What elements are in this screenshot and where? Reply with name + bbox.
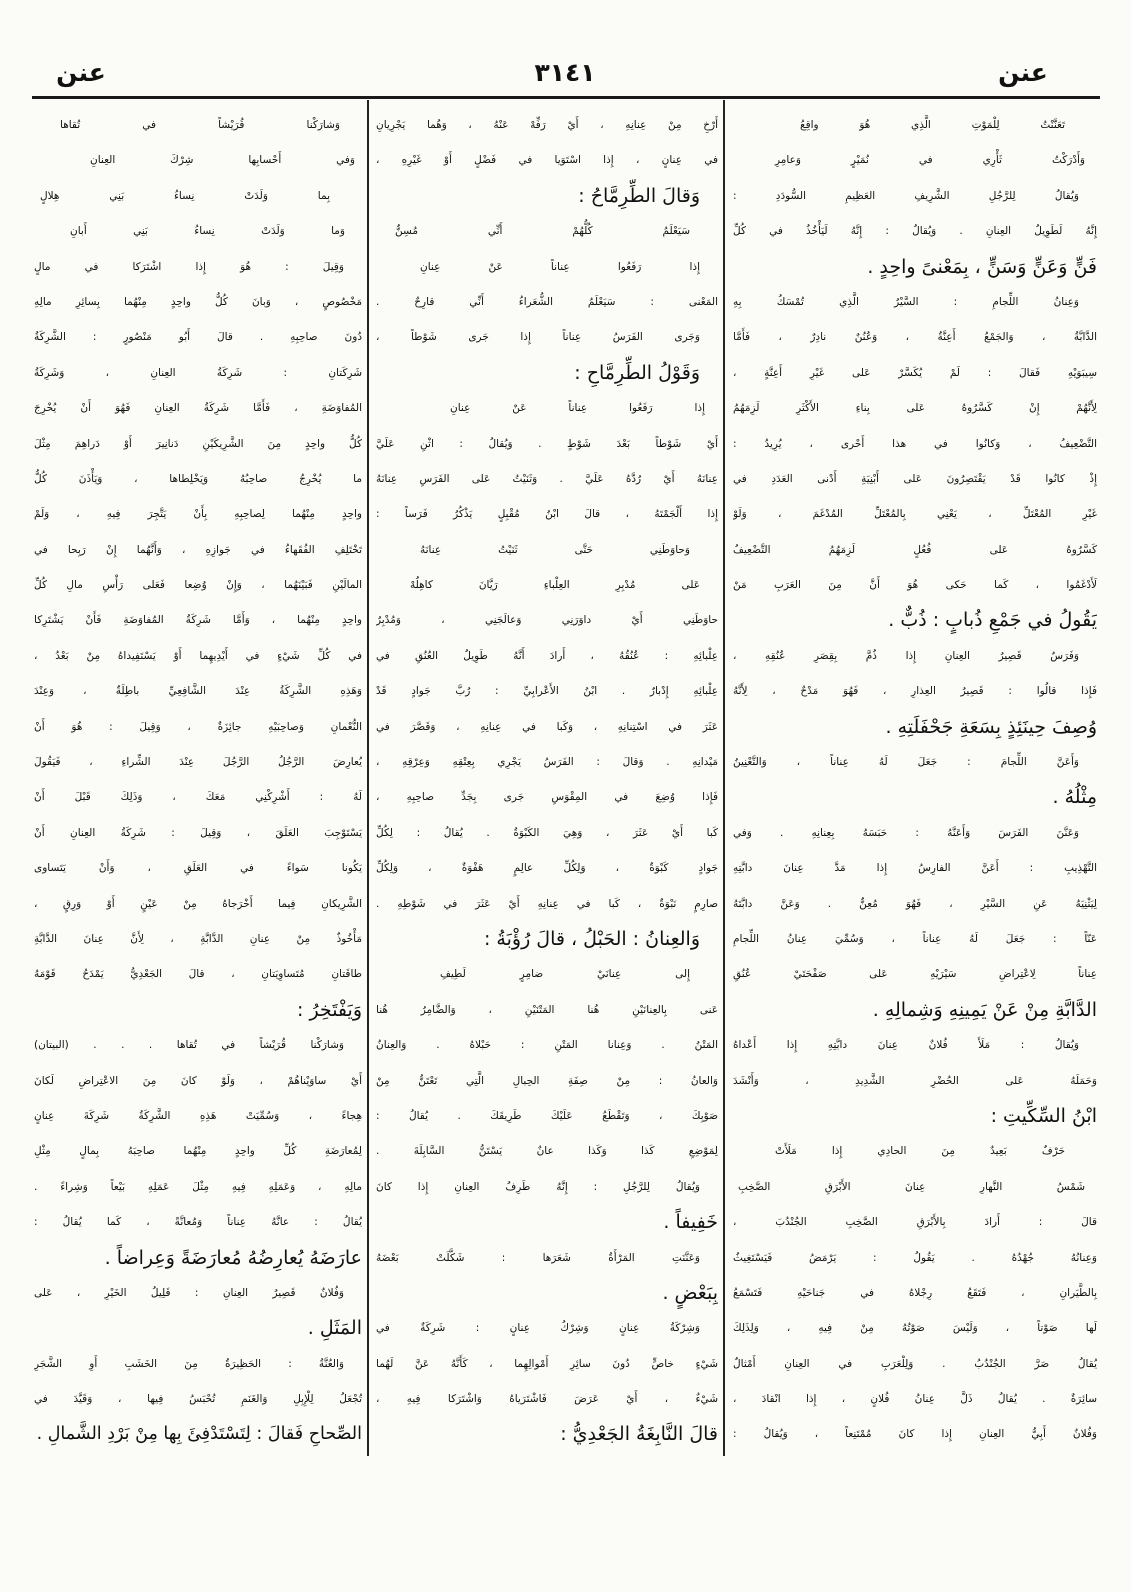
text-line: مَأْخُوذٌ مِنْ عِنانِ الدَّابَّةِ ، لِأَنَّ عِنانَ الدَّابَّةِ — [34, 932, 362, 945]
text-line: كَبا أَيْ عَثَرَ ، وَهِيَ الكَبْوَةُ . يُقالُ : لِكُلِّ — [376, 826, 718, 839]
text-line: وَشِرْكَةُ عِنانٍ وَشِرْكُ عِنانٍ : شَرِكَةٌ في — [376, 1322, 700, 1335]
text-line: وَعِنانُهُ جُهْدُهُ . يَقُولُ : يَرْمَضُ فَيَسْتَغِيثُ — [733, 1251, 1097, 1264]
text-line: وَفُلانٌ قَصِيرُ العِنانِ : قَلِيلُ الخَيْرِ ، عَلى — [34, 1286, 344, 1299]
verse-line: إِذا رَفَعُوا عِناناً عَنْ عِنانِ — [450, 402, 705, 415]
text-line: وَأَعَنَّ اللِّجامَ : جَعَلَ لَهُ عِناناً ، وَالتَّعْنِينُ — [733, 756, 1079, 769]
text-line: وَفَرَسٌ قَصِيرُ العِنانِ إِذا ذُمَّ بِقِصَرِ عُنُقِهِ ، — [733, 649, 1079, 662]
text-line: جَوادٍ كَبْوَةٌ ، وَلِكُلِّ عالِمٍ هَفْوَةٌ ، وَلِكُلِّ — [376, 862, 718, 875]
text-line: صَوْبِكَ ، وَتَقْطَعُ عَلَيْكَ طَرِيقَكَ . يُقالُ : — [376, 1109, 718, 1122]
text-line: حاوَطَنِي أَيْ داوَرَنِي وَعالَجَنِي ، وَمُدْبِرُ — [376, 614, 718, 627]
text-line: تُجْعَلُ لِلْإِبِلِ وَالغَنَمِ تُحْبَسُ فِيها ، وَقَيَّدَ في — [34, 1393, 362, 1406]
text-line: يُقالُ : عانَّهُ عِناناً وَمُعانَّةً ، كَما يُقالُ : — [34, 1216, 362, 1229]
verse-line: بِما وَلَدَتْ نِساءُ بَنِي هِلالٍ — [40, 189, 330, 202]
verse-line: وَحاوَطَنِي حَتَّى ثَنَيْتُ عِنانَهُ — [420, 543, 690, 556]
text-line: لِمَوْضِعِ كَذا وَكَذا عانٌ يَسْتَنُّ السَّابِلَةَ . — [376, 1145, 718, 1158]
text-line: يَسْتَوْجِبَ العَلَقَ ، وَقِيلَ : شَرِكَةُ العِنانِ أَنْ — [34, 826, 362, 839]
text-line: سائِرَةٌ . يُقالُ ذَلَّ عِنانُ فُلانٍ ، إِذا انْقادَ ، — [733, 1393, 1097, 1406]
text-line: وَيَفْتَخِرُ : — [297, 998, 362, 1021]
text-line: واحِدٍ مِنْهُما ، وَأَمَّا شَرِكَةُ المُفاوَضَةِ فَأَنْ يَشْتَرِكا — [34, 614, 362, 627]
text-line: إِذا أَلْجَمْتَهُ ، قالَ ابْنُ مُقْبِلٍ يَذْكُرُ فَرَساً : — [376, 508, 718, 521]
text-line: عارَضَهُ يُعارِضُهُ مُعارَضَةً وَعِراضاً . — [104, 1246, 362, 1269]
verse-line: تَعَنَّنْتُ لِلْمَوْتِ الَّذِي هُوَ واقِعُ — [800, 119, 1065, 131]
text-line: دُونَ صاحِبِهِ . قالَ أَبُو مَنْصُورٍ : الشَّرِكَةُ — [34, 331, 362, 344]
text-line: في عِنانٍ ، إِذا اسْتَوَيا في فَضْلٍ أَوْ غَيْرِهِ ، — [376, 154, 718, 167]
text-line: المالَيْنِ فَبَيْنَهُما ، وَإِنْ وُضِعا فَعَلى رَأْسِ مالِ كُلِّ — [34, 579, 362, 592]
text-line: المُفاوَضَةِ ، فَأَمَّا شَرِكَةُ العِنانِ فَهُوَ أَنْ يُخْرِجَ — [34, 402, 362, 415]
text-line: وَالعِنانُ : الحَبْلُ ، قالَ رُؤْبَةُ : — [483, 927, 700, 950]
text-line: وَيُقالُ لِلرَّجُلِ الشَّرِيفِ العَظِيمِ السُّودَدِ : — [733, 189, 1079, 202]
header-entry-word-left: عنن — [56, 58, 106, 87]
text-line: لِأَنَّهُمْ إِنْ كَسَّرُوهُ عَلى بِناءِ الأَكْثَرِ لَزِمَهُمُ — [733, 402, 1097, 415]
verse-line: إِذا رَفَعُوا عِناناً عَنْ عِنانِ — [420, 260, 700, 273]
text-line: مَخْصُوصٍ ، وَبانَ كُلُّ واحِدٍ مِنْهُما بِسائِرِ مالِهِ — [34, 295, 362, 308]
text-line: شَيْءٌ ، أَيْ عَرَضَ فَاشْتَرَياهُ وَاشْتَرَكا فِيهِ ، — [376, 1393, 718, 1406]
text-line: الدَّابَّةِ مِنْ عَنْ يَمِينِهِ وَشِمالِهِ . — [872, 998, 1097, 1021]
text-line: هِجاءً ، وَسُمِّيَتْ هَذِهِ الشَّرِكَةُ شَرِكَةَ عِنانٍ — [34, 1109, 362, 1122]
text-line: أَيْ شَوْطاً بَعْدَ شَوْطٍ . وَيُقالُ : اثْنِ عَلَيَّ — [376, 437, 718, 450]
text-line: عِناناً لِاعْتِراضِ سَيْرَيْهِ عَلى صَفْحَتَيْ عُنُقِ — [733, 968, 1097, 981]
text-line: عَثَرَ في اسْتِنانِهِ ، وَكَبا في عِنانِهِ ، وَقَصَّرَ في — [376, 720, 718, 733]
text-line: وَهَذِهِ الشَّرِكَةُ عِنْدَ الشَّافِعِيِّ باطِلَةٌ ، وَعِنْدَ — [34, 685, 362, 698]
text-line: لِمُعارَضَةِ كُلِّ واحِدٍ مِنْهُما صاحِبَهُ بِمالٍ مِثْلِ — [34, 1145, 362, 1158]
text-line: مِثْلُهُ . — [1052, 786, 1097, 809]
verse-line: سَيَعْلَمُ كُلُّهُمْ أَنِّي مُسِنٌّ — [395, 225, 690, 238]
text-line: أَرْخِ مِنْ عِنانِهِ ، أَيْ رَفِّهْ عَنْهُ ، وَهُما يَجْرِيانِ — [376, 119, 718, 131]
verse-line: إِلى عِنانَيْ ضامِرٍ لَطِيفِ — [440, 968, 690, 981]
text-line: وَقَوْلُ الطِّرِمَّاحِ : — [574, 361, 700, 384]
page-number: ٣١٤١ — [534, 58, 596, 87]
text-line: التَّضْعِيفُ ، وَكانُوا في هذا أَحْرى ، يُرِيدُ : — [733, 437, 1097, 450]
text-line: يُعارِضَ الرَّجُلُ الرَّجُلَ عِنْدَ الشِّراءِ ، فَيَقُولَ — [34, 756, 362, 769]
text-line: المَتْنُ . وَعِنانا المَتْنِ : حَبْلاهُ . وَالعِنانُ — [376, 1039, 718, 1052]
text-line: كَسَّرُوهُ عَلى فُعُلٍ لَزِمَهُمُ التَّضْعِيفُ — [733, 543, 1097, 556]
text-line: طاقَتانِ مُتَساوِيَتانِ ، قالَ الجَعْدِيُّ يَمْدَحُ قَوْمَهُ — [34, 968, 362, 981]
text-line: بِالطَّيَرانِ ، فَتَقَعُ رِجْلاهُ في جَناحَيْهِ فَتَسْمَعُ — [733, 1286, 1097, 1299]
text-line: الصِّحاحِ فَقالَ : لِتَسْتَدْفِئَ بِها مِنْ بَرْدِ الشَّمالِ . — [36, 1424, 362, 1445]
text-line: خَفِيفاً . — [663, 1211, 718, 1234]
header-entry-word-right: عنن — [998, 58, 1048, 87]
text-line: وَشارَكْنا قُرَيْشاً في تُقاها . . . (البيتان) — [34, 1039, 344, 1052]
text-line: المَثَلِ . — [307, 1317, 362, 1340]
text-line: في كُلِّ شَيْءٍ في أَيْدِيهِما أَوْ يَسْتَفِيداهُ مِنْ بَعْدُ ، — [34, 649, 362, 662]
text-line: يَقُولُ في جَمْعِ ذُبابٍ : ذُبٌّ . — [888, 609, 1097, 632]
text-line: يَكُونا سَواءً في العَلَقِ ، وَأَنْ يَتَساوى — [34, 862, 362, 875]
header-rule — [32, 96, 1100, 99]
text-line: شَيْءٍ خاصٍّ دُونَ سائِرِ أَمْوالِهِما ، كَأَنَّهُ عَنَّ لَهُما — [376, 1357, 718, 1370]
verse-line: وَما وَلَدَتْ نِساءُ بَنِي أَبانِ — [70, 225, 345, 238]
verse-line: وَشارَكْنا قُرَيْشاً في تُقاها — [60, 119, 340, 131]
text-line: واحِدٍ مِنْهُما لِصاحِبِهِ بِأَنْ يَتَّجِرَ فِيهِ ، وَلَمْ — [34, 508, 362, 521]
text-line: التَّهْذِيبِ : أَعَنَّ الفارِسُ إِذا مَدَّ عِنانَ دابَّتِهِ — [733, 862, 1097, 875]
text-line: ابْنُ السِّكِّيتِ : — [990, 1104, 1097, 1127]
column-right — [733, 108, 1097, 1453]
text-line: وَعَنَّنَتِ المَرْأَةُ شَعَرَها : شَكَّلَتْ بَعْضَهُ — [376, 1251, 700, 1264]
text-line: فَنٍّ وَعَنٍّ وَسَنٍّ ، بِمَعْنىً واحِدٍ . — [867, 255, 1097, 278]
text-line: عَنى بِالعِنانَيْنِ هُنا المَتْنَيْنِ ، وَالضَّامِرُ هُنا — [376, 1003, 718, 1016]
verse-line: حَرْفٌ بَعِيدٌ مِنَ الحادِي إِذا مَلَأَتْ — [775, 1145, 1065, 1158]
text-line: شَرِكَتانِ : شَرِكَةُ العِنانِ ، وَشَرِكَةُ — [34, 366, 362, 379]
text-line: فَإِذا قالُوا : قَصِيرُ العِذارِ ، فَهُوَ مَدْحٌ ، لِأَنَّهُ — [733, 685, 1097, 698]
verse-line: شَمْسُ النَّهارِ عِنانَ الأَبْرَقِ الصَّخِبِ — [738, 1180, 1085, 1193]
text-line: وَفُلانٌ أَبِيُّ العِنانِ إِذا كانَ مُمْتَنِعاً ، وَيُقالُ : — [733, 1428, 1097, 1441]
text-line: وَحَمَلَهُ عَلى الحُضْرِ الشَّدِيدِ ، وَأَنْشَدَ — [733, 1074, 1097, 1087]
verse-line: وَفي أَحْسابِها شِرْكَ العِنانِ — [90, 154, 355, 167]
text-line: وَيُقالُ لِلرَّجُلِ : إِنَّهُ طَرِفُ العِنانِ إِذا كانَ — [376, 1180, 700, 1193]
text-line: مالِهِ ، وَعَمَلِهِ فِيهِ مِثْلَ عَمَلِهِ بَيْعاً وَشِراءً . — [34, 1180, 362, 1193]
text-line: عَنّاً : جَعَلَ لَهُ عِناناً ، وَسُمِّيَ عِنانُ اللِّجامِ — [733, 932, 1097, 945]
text-line: إِنَّهُ لَطَوِيلُ العِنانِ . وَيُقالُ : إِنَّهُ لَيَأْخُذُ في كُلِّ — [733, 225, 1097, 238]
text-line: وَعِنانُ اللِّجامِ : السَّيْرُ الَّذِي تُمْسَكُ بِهِ — [733, 295, 1079, 308]
verse-line: وَأَدْرَكْتُ ثَأْرِي في نُمَيْرٍ وَعامِرِ — [775, 154, 1085, 167]
text-line: لِيَثْنِيَهُ عَنِ السَّيْرِ ، فَهُوَ مُعِنٌّ . وَعَنَّ دابَّتَهُ — [733, 897, 1097, 910]
column-middle — [376, 108, 718, 1453]
column-divider-left — [367, 100, 369, 1456]
text-line: قالَ : أَرادَ بِالأَبْرَقِ الصَّخِبِ الجُنْدُبَ ، — [733, 1216, 1097, 1229]
column-divider-right — [723, 100, 725, 1456]
text-line: وَالعُنَّةُ : الحَظِيرَةُ مِنَ الخَشَبِ أَوِ الشَّجَرِ — [34, 1357, 344, 1370]
text-line: النُّعْمانِ وَصاحِبَيْهِ جائِزَةٌ ، وَقِيلَ : هُوَ أَنْ — [34, 720, 362, 733]
text-line: قالَ النَّابِغَةُ الجَعْدِيُّ : — [560, 1423, 718, 1446]
text-line: أَيْ ساوَيْناهُمْ ، وَلَوْ كانَ مِنَ الاعْتِراضِ لَكانَ — [34, 1074, 362, 1087]
text-line: صارِمٍ نَبْوَةٌ ، كَبا في عِنانِهِ أَيْ عَثَرَ في شَوْطِهِ . — [376, 897, 718, 910]
text-line: يُقالُ صَرَّ الجُنْدُبُ . وَلِلْعَرَبِ في العِنانِ أَمْثالٌ — [733, 1357, 1097, 1370]
text-line: وَعَنَّنَ الفَرَسَ وَأَعَنَّهُ : حَبَسَهُ بِعِنانِهِ . وَفي — [733, 826, 1079, 839]
text-line: المَعْنى : سَيَعْلَمُ الشُّعَراءُ أَنِّي قارِحٌ . — [376, 295, 718, 308]
text-line: لَأَدْغَمُوا ، كَما حَكى هُوَ أَنَّ مِنَ العَرَبِ مَنْ — [733, 579, 1097, 592]
text-line: مَيْدانِهِ . وَقالَ : الفَرَسُ يَجْرِي بِعِتْقِهِ وَعِرْقِهِ ، — [376, 756, 718, 769]
text-line: لَها صَوْتاً ، وَلَيْسَ صَوْتُهُ مِنْ فِيهِ ، وَلِذَلِكَ — [733, 1322, 1097, 1335]
text-line: الشَّرِيكانِ فِيما أَخْرَجاهُ مِنْ عَيْنٍ أَوْ وَرِقٍ ، — [34, 897, 362, 910]
text-line: ما يُخْرِجُ صاحِبُهُ وَيَخْلِطاها ، وَيَأْذَنَ كُلُّ — [34, 472, 362, 485]
text-line: الدَّابَّةُ ، وَالجَمْعُ أَعِنَّةٌ ، وَعُنُنٌ نادِرٌ ، فَأَمَّا — [733, 331, 1097, 344]
text-line: وَيُقالُ : مَلَأَ فُلانٌ عِنانَ دابَّتِهِ إِذا أَعْداهُ — [733, 1039, 1079, 1052]
text-line: لَهُ : أَشْرِكْنِي مَعَكَ ، وَذَلِكَ قَبْلَ أَنْ — [34, 791, 362, 804]
text-line: تَخْتَلِفِ الفُقَهاءُ في جَوازِهِ ، وَأَنَّهُما إِنْ رَبِحا في — [34, 543, 362, 556]
text-line: وَالعانُ : مِنْ صِفَةِ الحِبالِ الَّتِي تَعْتَنُّ مِنْ — [376, 1074, 718, 1087]
text-line: وَجَرى الفَرَسُ عِناناً إِذا جَرى شَوْطاً ، — [376, 331, 700, 344]
text-line: بِبَعْضٍ . — [662, 1281, 718, 1304]
text-line: وَقالَ الطِّرِمَّاحُ : — [578, 184, 700, 207]
text-line: عِلْبائِهِ إِدْبارٌ . ابْنُ الأَعْرابِيِّ : رُبَّ جَوادٍ قَدْ — [376, 685, 718, 698]
text-line: فَإِذا وُضِعَ في المِقْوَسِ جَرى بِجَدِّ صاحِبِهِ ، — [376, 791, 718, 804]
text-line: وَقِيلَ : هُوَ إِذا اشْتَرَكا في مالٍ — [34, 260, 344, 273]
column-left — [34, 108, 362, 1453]
text-line: عِنانَهُ أَيْ رُدَّهُ عَلَيَّ . وَثَنَيْتُ عَلى الفَرَسِ عِنانَهُ — [376, 472, 718, 485]
text-line: سِيبَوَيْهِ فَقالَ : لَمْ يُكَسَّرْ عَلى غَيْرِ أَعِنَّةٍ ، — [733, 366, 1097, 379]
text-line: إِذْ كانُوا قَدْ يَقْتَصِرُونَ عَلى أَبْنِيَةِ أَدْنى العَدَدِ في — [733, 472, 1097, 485]
text-line: وُصِفَ حِينَئِذٍ بِسَعَةِ جَحْفَلَتِهِ . — [885, 715, 1097, 738]
text-line: عِلْبائِهِ : عُنُقُهُ ، أَرادَ أَنَّهُ طَوِيلُ العُنُقِ في — [376, 649, 718, 662]
verse-line: عَلى مُدْبِرِ العِلْباءِ رَيَّانَ كاهِلُهْ — [410, 579, 700, 592]
text-line: غَيْرِ المُعْتَلِّ ، يَعْنِي بِالمُعْتَلِّ المُدْغَمَ ، وَلَوْ — [733, 508, 1097, 521]
text-line: كُلُّ واحِدٍ مِنَ الشَّرِيكَيْنِ دَنانِيرَ أَوْ دَراهِمَ مِثْلَ — [34, 437, 362, 450]
